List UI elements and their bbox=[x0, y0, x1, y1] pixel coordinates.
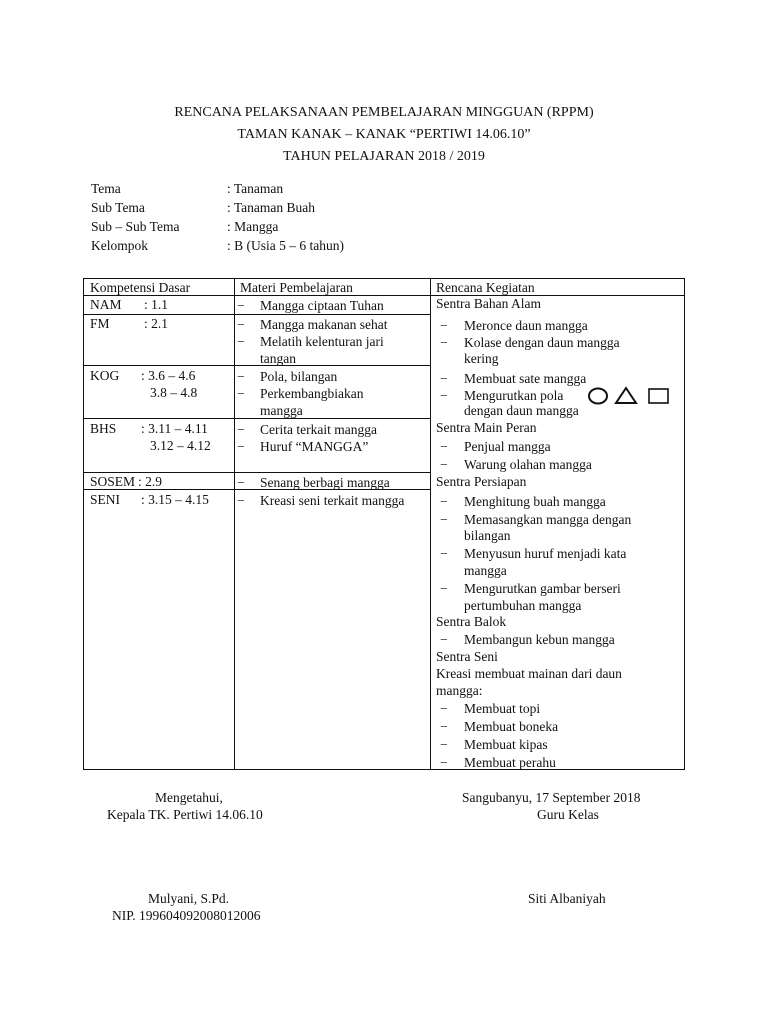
sign-right-name: Siti Albaniyah bbox=[528, 891, 606, 906]
sentra-heading: Sentra Bahan Alam bbox=[436, 296, 541, 311]
info-value: : B (Usia 5 – 6 tahun) bbox=[227, 238, 344, 253]
seni-intro: Kreasi membuat mainan dari daun bbox=[436, 666, 622, 681]
kd-value: : 3.6 – 4.6 bbox=[141, 368, 196, 383]
materi-item-cont: tangan bbox=[260, 351, 296, 366]
sentra-heading: Sentra Seni bbox=[436, 649, 498, 664]
sign-left-nip: NIP. 199604092008012006 bbox=[112, 908, 261, 923]
sentra-heading: Sentra Persiapan bbox=[436, 474, 527, 489]
bullet-dash: − bbox=[440, 388, 448, 403]
rppm-table bbox=[83, 278, 685, 770]
kegiatan-item: Membuat topi bbox=[464, 701, 541, 716]
kd-value: : 3.11 – 4.11 bbox=[141, 421, 208, 436]
kd-code: SOSEM bbox=[90, 474, 136, 489]
bullet-dash: − bbox=[237, 422, 245, 437]
circle-icon bbox=[589, 389, 607, 404]
kegiatan-item: Warung olahan mangga bbox=[464, 457, 592, 472]
kegiatan-item: Membuat sate mangga bbox=[464, 371, 587, 386]
bullet-dash: − bbox=[440, 755, 448, 770]
bullet-dash: − bbox=[237, 334, 245, 349]
kd-value: : 1.1 bbox=[144, 297, 169, 312]
bullet-dash: − bbox=[237, 386, 245, 401]
kegiatan-item: Membuat perahu bbox=[464, 755, 556, 770]
kd-code: KOG bbox=[90, 368, 120, 383]
materi-item: Cerita terkait mangga bbox=[260, 422, 377, 437]
bullet-dash: − bbox=[440, 371, 448, 386]
kegiatan-item: Mengurutkan pola bbox=[464, 388, 564, 403]
sentra-heading: Sentra Balok bbox=[436, 614, 507, 629]
kegiatan-item: Meronce daun mangga bbox=[464, 318, 588, 333]
sign-left-name: Mulyani, S.Pd. bbox=[148, 891, 230, 906]
bullet-dash: − bbox=[440, 318, 448, 333]
column-divider bbox=[430, 279, 431, 769]
bullet-dash: − bbox=[440, 632, 448, 647]
kegiatan-item-cont: bilangan bbox=[464, 528, 511, 543]
title-line-1: RENCANA PELAKSANAAN PEMBELAJARAN MINGGUAN (RPPM) bbox=[174, 105, 594, 120]
triangle-icon bbox=[616, 388, 636, 403]
materi-item: Perkembangbiakan bbox=[260, 386, 364, 401]
materi-item: Huruf “MANGGA” bbox=[260, 439, 369, 454]
kd-value-2: 3.8 – 4.8 bbox=[150, 385, 198, 400]
header-rencana-kegiatan: Rencana Kegiatan bbox=[436, 280, 535, 295]
title-line-2: TAMAN KANAK – KANAK “PERTIWI 14.06.10” bbox=[237, 127, 531, 142]
info-key: Sub Tema bbox=[91, 200, 145, 215]
kd-value-2: 3.12 – 4.12 bbox=[150, 438, 211, 453]
bullet-dash: − bbox=[440, 512, 448, 527]
bullet-dash: − bbox=[440, 737, 448, 752]
row-divider bbox=[84, 314, 430, 315]
kd-code: NAM bbox=[90, 297, 122, 312]
materi-item: Senang berbagi mangga bbox=[260, 475, 390, 490]
kegiatan-item-cont: kering bbox=[464, 351, 499, 366]
row-divider bbox=[84, 418, 430, 419]
sentra-heading: Sentra Main Peran bbox=[436, 420, 537, 435]
pattern-shapes bbox=[588, 386, 700, 406]
kd-code: SENI bbox=[90, 492, 120, 507]
materi-item: Melatih kelenturan jari bbox=[260, 334, 384, 349]
title-line-3: TAHUN PELAJARAN 2018 / 2019 bbox=[283, 149, 485, 164]
kegiatan-item: Membangun kebun mangga bbox=[464, 632, 615, 647]
info-value: : Tanaman bbox=[227, 181, 284, 196]
sign-left-label: Mengetahui, bbox=[155, 790, 223, 805]
info-key: Kelompok bbox=[91, 238, 148, 253]
kd-value: : 3.15 – 4.15 bbox=[141, 492, 209, 507]
kd-code: FM bbox=[90, 316, 110, 331]
bullet-dash: − bbox=[237, 369, 245, 384]
bullet-dash: − bbox=[440, 701, 448, 716]
header-kompetensi-dasar: Kompetensi Dasar bbox=[90, 280, 191, 295]
materi-item: Mangga ciptaan Tuhan bbox=[260, 298, 384, 313]
info-key: Tema bbox=[91, 181, 121, 196]
kegiatan-item: Kolase dengan daun mangga bbox=[464, 335, 620, 350]
square-icon bbox=[649, 389, 668, 403]
materi-item: Pola, bilangan bbox=[260, 369, 338, 384]
kegiatan-item: Menyusun huruf menjadi kata bbox=[464, 546, 627, 561]
bullet-dash: − bbox=[440, 457, 448, 472]
bullet-dash: − bbox=[237, 317, 245, 332]
sign-right-place-date: Sangubanyu, 17 September 2018 bbox=[462, 790, 641, 805]
column-divider bbox=[234, 279, 235, 769]
bullet-dash: − bbox=[237, 439, 245, 454]
info-value: : Tanaman Buah bbox=[227, 200, 316, 215]
bullet-dash: − bbox=[440, 439, 448, 454]
bullet-dash: − bbox=[440, 719, 448, 734]
row-divider bbox=[84, 472, 430, 473]
row-divider bbox=[84, 365, 430, 366]
header-materi-pembelajaran: Materi Pembelajaran bbox=[240, 280, 353, 295]
bullet-dash: − bbox=[237, 475, 245, 490]
seni-intro-cont: mangga: bbox=[436, 683, 483, 698]
kd-code: BHS bbox=[90, 421, 117, 436]
materi-item: Mangga makanan sehat bbox=[260, 317, 388, 332]
materi-item: Kreasi seni terkait mangga bbox=[260, 493, 405, 508]
document-title bbox=[0, 102, 768, 168]
bullet-dash: − bbox=[440, 581, 448, 596]
info-key: Sub – Sub Tema bbox=[91, 219, 180, 234]
kegiatan-item: Menghitung buah mangga bbox=[464, 494, 606, 509]
kegiatan-item: Membuat kipas bbox=[464, 737, 548, 752]
kegiatan-item: Mengurutkan gambar berseri bbox=[464, 581, 621, 596]
kegiatan-item-cont: dengan daun mangga bbox=[464, 403, 579, 418]
bullet-dash: − bbox=[440, 335, 448, 350]
bullet-dash: − bbox=[237, 298, 245, 313]
kegiatan-item-cont: mangga bbox=[464, 563, 507, 578]
bullet-dash: − bbox=[237, 493, 245, 508]
kegiatan-item: Memasangkan mangga dengan bbox=[464, 512, 632, 527]
sign-right-title: Guru Kelas bbox=[537, 807, 599, 822]
kd-value: : 2.1 bbox=[144, 316, 169, 331]
sign-left-title: Kepala TK. Pertiwi 14.06.10 bbox=[107, 807, 263, 822]
info-value: : Mangga bbox=[227, 219, 279, 234]
bullet-dash: − bbox=[440, 494, 448, 509]
materi-item-cont: mangga bbox=[260, 403, 303, 418]
kegiatan-item-cont: pertumbuhan mangga bbox=[464, 598, 582, 613]
bullet-dash: − bbox=[440, 546, 448, 561]
kd-value: : 2.9 bbox=[138, 474, 163, 489]
kegiatan-item: Penjual mangga bbox=[464, 439, 551, 454]
kegiatan-item: Membuat boneka bbox=[464, 719, 559, 734]
